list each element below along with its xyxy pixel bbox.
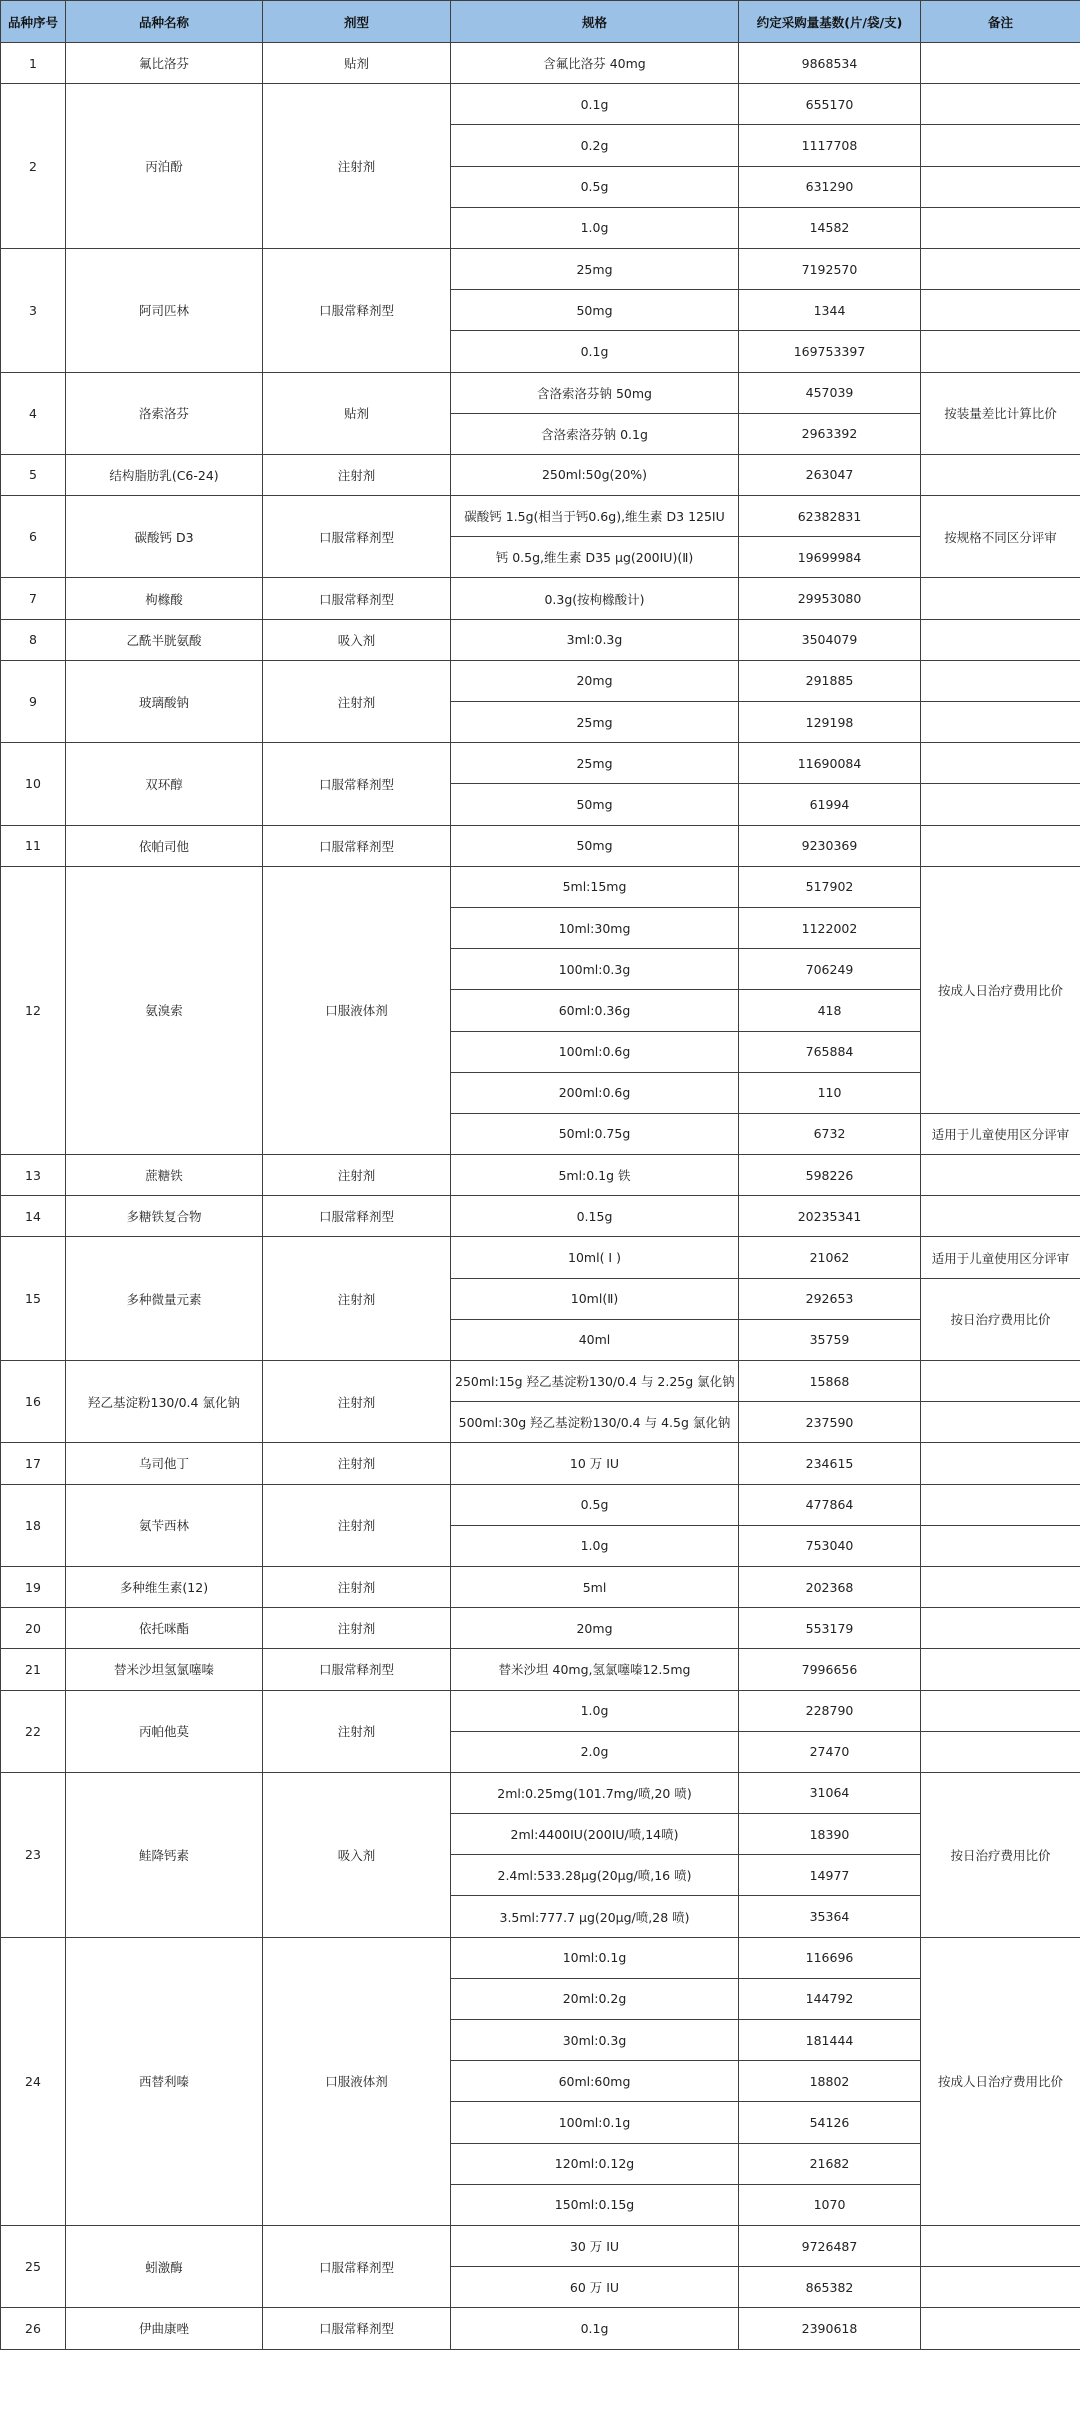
cell-spec: 150ml:0.15g (451, 2184, 739, 2225)
cell-qty: 62382831 (739, 496, 921, 537)
cell-spec: 含洛索洛芬钠 0.1g (451, 413, 739, 454)
cell-spec: 5ml (451, 1566, 739, 1607)
cell-name: 结构脂肪乳(C6-24) (66, 454, 263, 495)
cell-seq: 18 (1, 1484, 66, 1566)
cell-qty: 765884 (739, 1031, 921, 1072)
cell-spec: 10ml(Ⅱ) (451, 1278, 739, 1319)
table-row (1, 43, 1080, 84)
cell-note (921, 1731, 1080, 1772)
cell-form: 注射剂 (263, 1361, 451, 1443)
cell-seq: 16 (1, 1361, 66, 1443)
header-seq: 品种序号 (1, 1, 66, 43)
cell-spec: 100ml:0.6g (451, 1031, 739, 1072)
cell-form: 口服常释剂型 (263, 2308, 451, 2349)
cell-qty: 865382 (739, 2267, 921, 2308)
cell-spec: 60ml:60mg (451, 2061, 739, 2102)
table-row (1, 825, 1080, 866)
cell-spec: 5ml:15mg (451, 866, 739, 907)
cell-seq: 15 (1, 1237, 66, 1361)
cell-note (921, 125, 1080, 166)
cell-spec: 0.3g(按枸橼酸计) (451, 578, 739, 619)
cell-qty: 19699984 (739, 537, 921, 578)
cell-form: 注射剂 (263, 84, 451, 249)
cell-note (921, 1566, 1080, 1607)
table-row (1, 2225, 1080, 2266)
cell-qty: 18390 (739, 1814, 921, 1855)
cell-spec: 100ml:0.1g (451, 2102, 739, 2143)
cell-seq: 14 (1, 1196, 66, 1237)
cell-name: 西替利嗪 (66, 1937, 263, 2225)
cell-qty: 14977 (739, 1855, 921, 1896)
cell-form: 注射剂 (263, 1690, 451, 1772)
cell-name: 伊曲康唑 (66, 2308, 263, 2349)
cell-note (921, 454, 1080, 495)
cell-seq: 8 (1, 619, 66, 660)
table-row (1, 372, 1080, 413)
cell-note (921, 784, 1080, 825)
cell-note (921, 2267, 1080, 2308)
cell-spec: 10ml:0.1g (451, 1937, 739, 1978)
cell-spec: 20ml:0.2g (451, 1978, 739, 2019)
cell-qty: 2963392 (739, 413, 921, 454)
table-row (1, 84, 1080, 125)
cell-seq: 4 (1, 372, 66, 454)
cell-qty: 61994 (739, 784, 921, 825)
cell-spec: 60 万 IU (451, 2267, 739, 2308)
cell-spec: 0.2g (451, 125, 739, 166)
cell-seq: 3 (1, 248, 66, 372)
cell-spec: 50mg (451, 825, 739, 866)
cell-note: 适用于儿童使用区分评审 (921, 1237, 1080, 1278)
cell-name: 玻璃酸钠 (66, 660, 263, 742)
cell-spec: 0.1g (451, 331, 739, 372)
cell-spec: 0.15g (451, 1196, 739, 1237)
cell-seq: 17 (1, 1443, 66, 1484)
cell-note (921, 290, 1080, 331)
table-row (1, 660, 1080, 701)
cell-name: 枸橼酸 (66, 578, 263, 619)
cell-form: 注射剂 (263, 1237, 451, 1361)
cell-seq: 23 (1, 1772, 66, 1937)
cell-seq: 21 (1, 1649, 66, 1690)
cell-note (921, 1443, 1080, 1484)
cell-qty: 7192570 (739, 248, 921, 289)
cell-spec: 0.5g (451, 166, 739, 207)
cell-spec: 30 万 IU (451, 2225, 739, 2266)
cell-form: 口服常释剂型 (263, 496, 451, 578)
table-row (1, 1566, 1080, 1607)
cell-spec: 120ml:0.12g (451, 2143, 739, 2184)
cell-note (921, 1649, 1080, 1690)
cell-qty: 18802 (739, 2061, 921, 2102)
table-row (1, 496, 1080, 537)
cell-name: 碳酸钙 D3 (66, 496, 263, 578)
cell-spec: 25mg (451, 743, 739, 784)
cell-spec: 60ml:0.36g (451, 990, 739, 1031)
header-row (1, 1, 1080, 43)
cell-spec: 2ml:4400IU(200IU/喷,14喷) (451, 1814, 739, 1855)
cell-qty: 2390618 (739, 2308, 921, 2349)
cell-qty: 116696 (739, 1937, 921, 1978)
cell-spec: 含氟比洛芬 40mg (451, 43, 739, 84)
cell-qty: 202368 (739, 1566, 921, 1607)
cell-qty: 129198 (739, 702, 921, 743)
cell-form: 注射剂 (263, 660, 451, 742)
cell-spec: 50ml:0.75g (451, 1113, 739, 1154)
cell-qty: 291885 (739, 660, 921, 701)
cell-qty: 14582 (739, 207, 921, 248)
cell-name: 依托咪酯 (66, 1608, 263, 1649)
cell-name: 多种微量元素 (66, 1237, 263, 1361)
cell-form: 注射剂 (263, 454, 451, 495)
cell-form: 注射剂 (263, 1484, 451, 1566)
cell-qty: 21062 (739, 1237, 921, 1278)
cell-qty: 1117708 (739, 125, 921, 166)
cell-qty: 631290 (739, 166, 921, 207)
cell-qty: 292653 (739, 1278, 921, 1319)
table-row (1, 1196, 1080, 1237)
cell-name: 双环醇 (66, 743, 263, 825)
header-note: 备注 (921, 1, 1080, 43)
cell-qty: 457039 (739, 372, 921, 413)
cell-spec: 50mg (451, 784, 739, 825)
cell-name: 依帕司他 (66, 825, 263, 866)
cell-name: 替米沙坦氢氯噻嗪 (66, 1649, 263, 1690)
cell-seq: 20 (1, 1608, 66, 1649)
cell-qty: 598226 (739, 1155, 921, 1196)
cell-note: 按成人日治疗费用比价 (921, 866, 1080, 1113)
cell-note (921, 1690, 1080, 1731)
cell-qty: 553179 (739, 1608, 921, 1649)
cell-name: 氨苄西林 (66, 1484, 263, 1566)
cell-name: 乌司他丁 (66, 1443, 263, 1484)
cell-qty: 35364 (739, 1896, 921, 1937)
cell-spec: 100ml:0.3g (451, 949, 739, 990)
cell-qty: 228790 (739, 1690, 921, 1731)
cell-form: 口服常释剂型 (263, 1196, 451, 1237)
cell-form: 注射剂 (263, 1155, 451, 1196)
cell-spec: 25mg (451, 248, 739, 289)
cell-spec: 20mg (451, 660, 739, 701)
cell-seq: 24 (1, 1937, 66, 2225)
cell-spec: 1.0g (451, 1525, 739, 1566)
cell-spec: 1.0g (451, 207, 739, 248)
cell-spec: 20mg (451, 1608, 739, 1649)
cell-qty: 9868534 (739, 43, 921, 84)
cell-seq: 7 (1, 578, 66, 619)
cell-spec: 30ml:0.3g (451, 2020, 739, 2061)
cell-qty: 1070 (739, 2184, 921, 2225)
cell-qty: 237590 (739, 1402, 921, 1443)
table-row (1, 2308, 1080, 2349)
cell-spec: 500ml:30g 羟乙基淀粉130/0.4 与 4.5g 氯化钠 (451, 1402, 739, 1443)
cell-seq: 9 (1, 660, 66, 742)
cell-spec: 40ml (451, 1319, 739, 1360)
cell-qty: 21682 (739, 2143, 921, 2184)
cell-name: 丙帕他莫 (66, 1690, 263, 1772)
cell-spec: 2.0g (451, 1731, 739, 1772)
cell-name: 蚓激酶 (66, 2225, 263, 2307)
cell-form: 注射剂 (263, 1566, 451, 1607)
cell-note (921, 166, 1080, 207)
cell-name: 丙泊酚 (66, 84, 263, 249)
cell-qty: 655170 (739, 84, 921, 125)
table-row (1, 1772, 1080, 1813)
cell-spec: 25mg (451, 702, 739, 743)
cell-note (921, 1525, 1080, 1566)
cell-note (921, 619, 1080, 660)
cell-form: 口服液体剂 (263, 1937, 451, 2225)
cell-form: 口服常释剂型 (263, 2225, 451, 2307)
cell-name: 氨溴索 (66, 866, 263, 1154)
cell-qty: 7996656 (739, 1649, 921, 1690)
cell-seq: 6 (1, 496, 66, 578)
cell-spec: 10 万 IU (451, 1443, 739, 1484)
cell-name: 多种维生素(12) (66, 1566, 263, 1607)
cell-note (921, 2225, 1080, 2266)
cell-name: 阿司匹林 (66, 248, 263, 372)
cell-note (921, 2308, 1080, 2349)
cell-form: 吸入剂 (263, 619, 451, 660)
table-row (1, 743, 1080, 784)
cell-note: 按规格不同区分评审 (921, 496, 1080, 578)
cell-qty: 9230369 (739, 825, 921, 866)
header-name: 品种名称 (66, 1, 263, 43)
cell-qty: 234615 (739, 1443, 921, 1484)
cell-note (921, 578, 1080, 619)
cell-note: 适用于儿童使用区分评审 (921, 1113, 1080, 1154)
cell-qty: 9726487 (739, 2225, 921, 2266)
cell-note (921, 660, 1080, 701)
cell-form: 注射剂 (263, 1443, 451, 1484)
cell-note (921, 1155, 1080, 1196)
cell-qty: 110 (739, 1072, 921, 1113)
cell-qty: 11690084 (739, 743, 921, 784)
cell-seq: 26 (1, 2308, 66, 2349)
cell-seq: 2 (1, 84, 66, 249)
cell-qty: 35759 (739, 1319, 921, 1360)
cell-qty: 144792 (739, 1978, 921, 2019)
cell-form: 注射剂 (263, 1608, 451, 1649)
cell-spec: 200ml:0.6g (451, 1072, 739, 1113)
cell-spec: 50mg (451, 290, 739, 331)
cell-note (921, 1608, 1080, 1649)
cell-qty: 706249 (739, 949, 921, 990)
cell-qty: 517902 (739, 866, 921, 907)
cell-spec: 250ml:15g 羟乙基淀粉130/0.4 与 2.25g 氯化钠 (451, 1361, 739, 1402)
cell-spec: 3.5ml:777.7 μg(20μg/喷,28 喷) (451, 1896, 739, 1937)
cell-note (921, 743, 1080, 784)
cell-note (921, 43, 1080, 84)
cell-seq: 5 (1, 454, 66, 495)
table-row (1, 1361, 1080, 1402)
cell-note: 按日治疗费用比价 (921, 1772, 1080, 1937)
cell-spec: 3ml:0.3g (451, 619, 739, 660)
cell-note (921, 248, 1080, 289)
cell-spec: 钙 0.5g,维生素 D35 μg(200IU)(Ⅱ) (451, 537, 739, 578)
cell-name: 氟比洛芬 (66, 43, 263, 84)
cell-form: 吸入剂 (263, 1772, 451, 1937)
cell-seq: 13 (1, 1155, 66, 1196)
cell-qty: 263047 (739, 454, 921, 495)
cell-note (921, 1402, 1080, 1443)
cell-form: 口服常释剂型 (263, 825, 451, 866)
cell-name: 多糖铁复合物 (66, 1196, 263, 1237)
cell-spec: 1.0g (451, 1690, 739, 1731)
cell-note: 按日治疗费用比价 (921, 1278, 1080, 1360)
cell-note: 按成人日治疗费用比价 (921, 1937, 1080, 2225)
cell-spec: 0.5g (451, 1484, 739, 1525)
cell-note (921, 825, 1080, 866)
cell-seq: 10 (1, 743, 66, 825)
cell-note (921, 1361, 1080, 1402)
table-row (1, 619, 1080, 660)
cell-spec: 250ml:50g(20%) (451, 454, 739, 495)
cell-spec: 含洛索洛芬钠 50mg (451, 372, 739, 413)
cell-name: 蔗糖铁 (66, 1155, 263, 1196)
cell-note (921, 1196, 1080, 1237)
cell-seq: 11 (1, 825, 66, 866)
table-row (1, 248, 1080, 289)
cell-note (921, 331, 1080, 372)
cell-name: 洛索洛芬 (66, 372, 263, 454)
cell-spec: 10ml( Ⅰ ) (451, 1237, 739, 1278)
table-row (1, 1937, 1080, 1978)
table-row (1, 1237, 1080, 1278)
cell-spec: 2ml:0.25mg(101.7mg/喷,20 喷) (451, 1772, 739, 1813)
cell-note (921, 207, 1080, 248)
table-row (1, 1690, 1080, 1731)
table-row (1, 1608, 1080, 1649)
cell-note (921, 1484, 1080, 1525)
cell-name: 乙酰半胱氨酸 (66, 619, 263, 660)
cell-qty: 418 (739, 990, 921, 1031)
cell-spec: 0.1g (451, 2308, 739, 2349)
cell-seq: 25 (1, 2225, 66, 2307)
cell-qty: 1122002 (739, 907, 921, 948)
cell-qty: 20235341 (739, 1196, 921, 1237)
table-row (1, 1155, 1080, 1196)
cell-qty: 3504079 (739, 619, 921, 660)
cell-qty: 181444 (739, 2020, 921, 2061)
cell-form: 口服常释剂型 (263, 743, 451, 825)
cell-form: 贴剂 (263, 372, 451, 454)
cell-form: 口服常释剂型 (263, 248, 451, 372)
table-row (1, 1649, 1080, 1690)
table-body (1, 43, 1080, 2350)
table-row (1, 866, 1080, 907)
cell-note (921, 702, 1080, 743)
cell-form: 口服常释剂型 (263, 1649, 451, 1690)
header-form: 剂型 (263, 1, 451, 43)
table-row (1, 578, 1080, 619)
table-row (1, 454, 1080, 495)
cell-qty: 15868 (739, 1361, 921, 1402)
header-qty: 约定采购量基数(片/袋/支) (739, 1, 921, 43)
cell-note (921, 84, 1080, 125)
cell-form: 口服液体剂 (263, 866, 451, 1154)
cell-seq: 19 (1, 1566, 66, 1607)
cell-spec: 10ml:30mg (451, 907, 739, 948)
cell-spec: 2.4ml:533.28μg(20μg/喷,16 喷) (451, 1855, 739, 1896)
cell-spec: 替米沙坦 40mg,氢氯噻嗪12.5mg (451, 1649, 739, 1690)
header-spec: 规格 (451, 1, 739, 43)
cell-qty: 753040 (739, 1525, 921, 1566)
cell-seq: 1 (1, 43, 66, 84)
cell-name: 鲑降钙素 (66, 1772, 263, 1937)
cell-form: 贴剂 (263, 43, 451, 84)
cell-spec: 碳酸钙 1.5g(相当于钙0.6g),维生素 D3 125IU (451, 496, 739, 537)
cell-qty: 1344 (739, 290, 921, 331)
cell-qty: 477864 (739, 1484, 921, 1525)
cell-spec: 5ml:0.1g 铁 (451, 1155, 739, 1196)
cell-spec: 0.1g (451, 84, 739, 125)
cell-qty: 29953080 (739, 578, 921, 619)
cell-qty: 169753397 (739, 331, 921, 372)
cell-qty: 54126 (739, 2102, 921, 2143)
table-row (1, 1484, 1080, 1525)
cell-name: 羟乙基淀粉130/0.4 氯化钠 (66, 1361, 263, 1443)
cell-seq: 12 (1, 866, 66, 1154)
cell-qty: 31064 (739, 1772, 921, 1813)
cell-qty: 6732 (739, 1113, 921, 1154)
cell-form: 口服常释剂型 (263, 578, 451, 619)
cell-qty: 27470 (739, 1731, 921, 1772)
table-row (1, 1443, 1080, 1484)
cell-note: 按装量差比计算比价 (921, 372, 1080, 454)
cell-seq: 22 (1, 1690, 66, 1772)
